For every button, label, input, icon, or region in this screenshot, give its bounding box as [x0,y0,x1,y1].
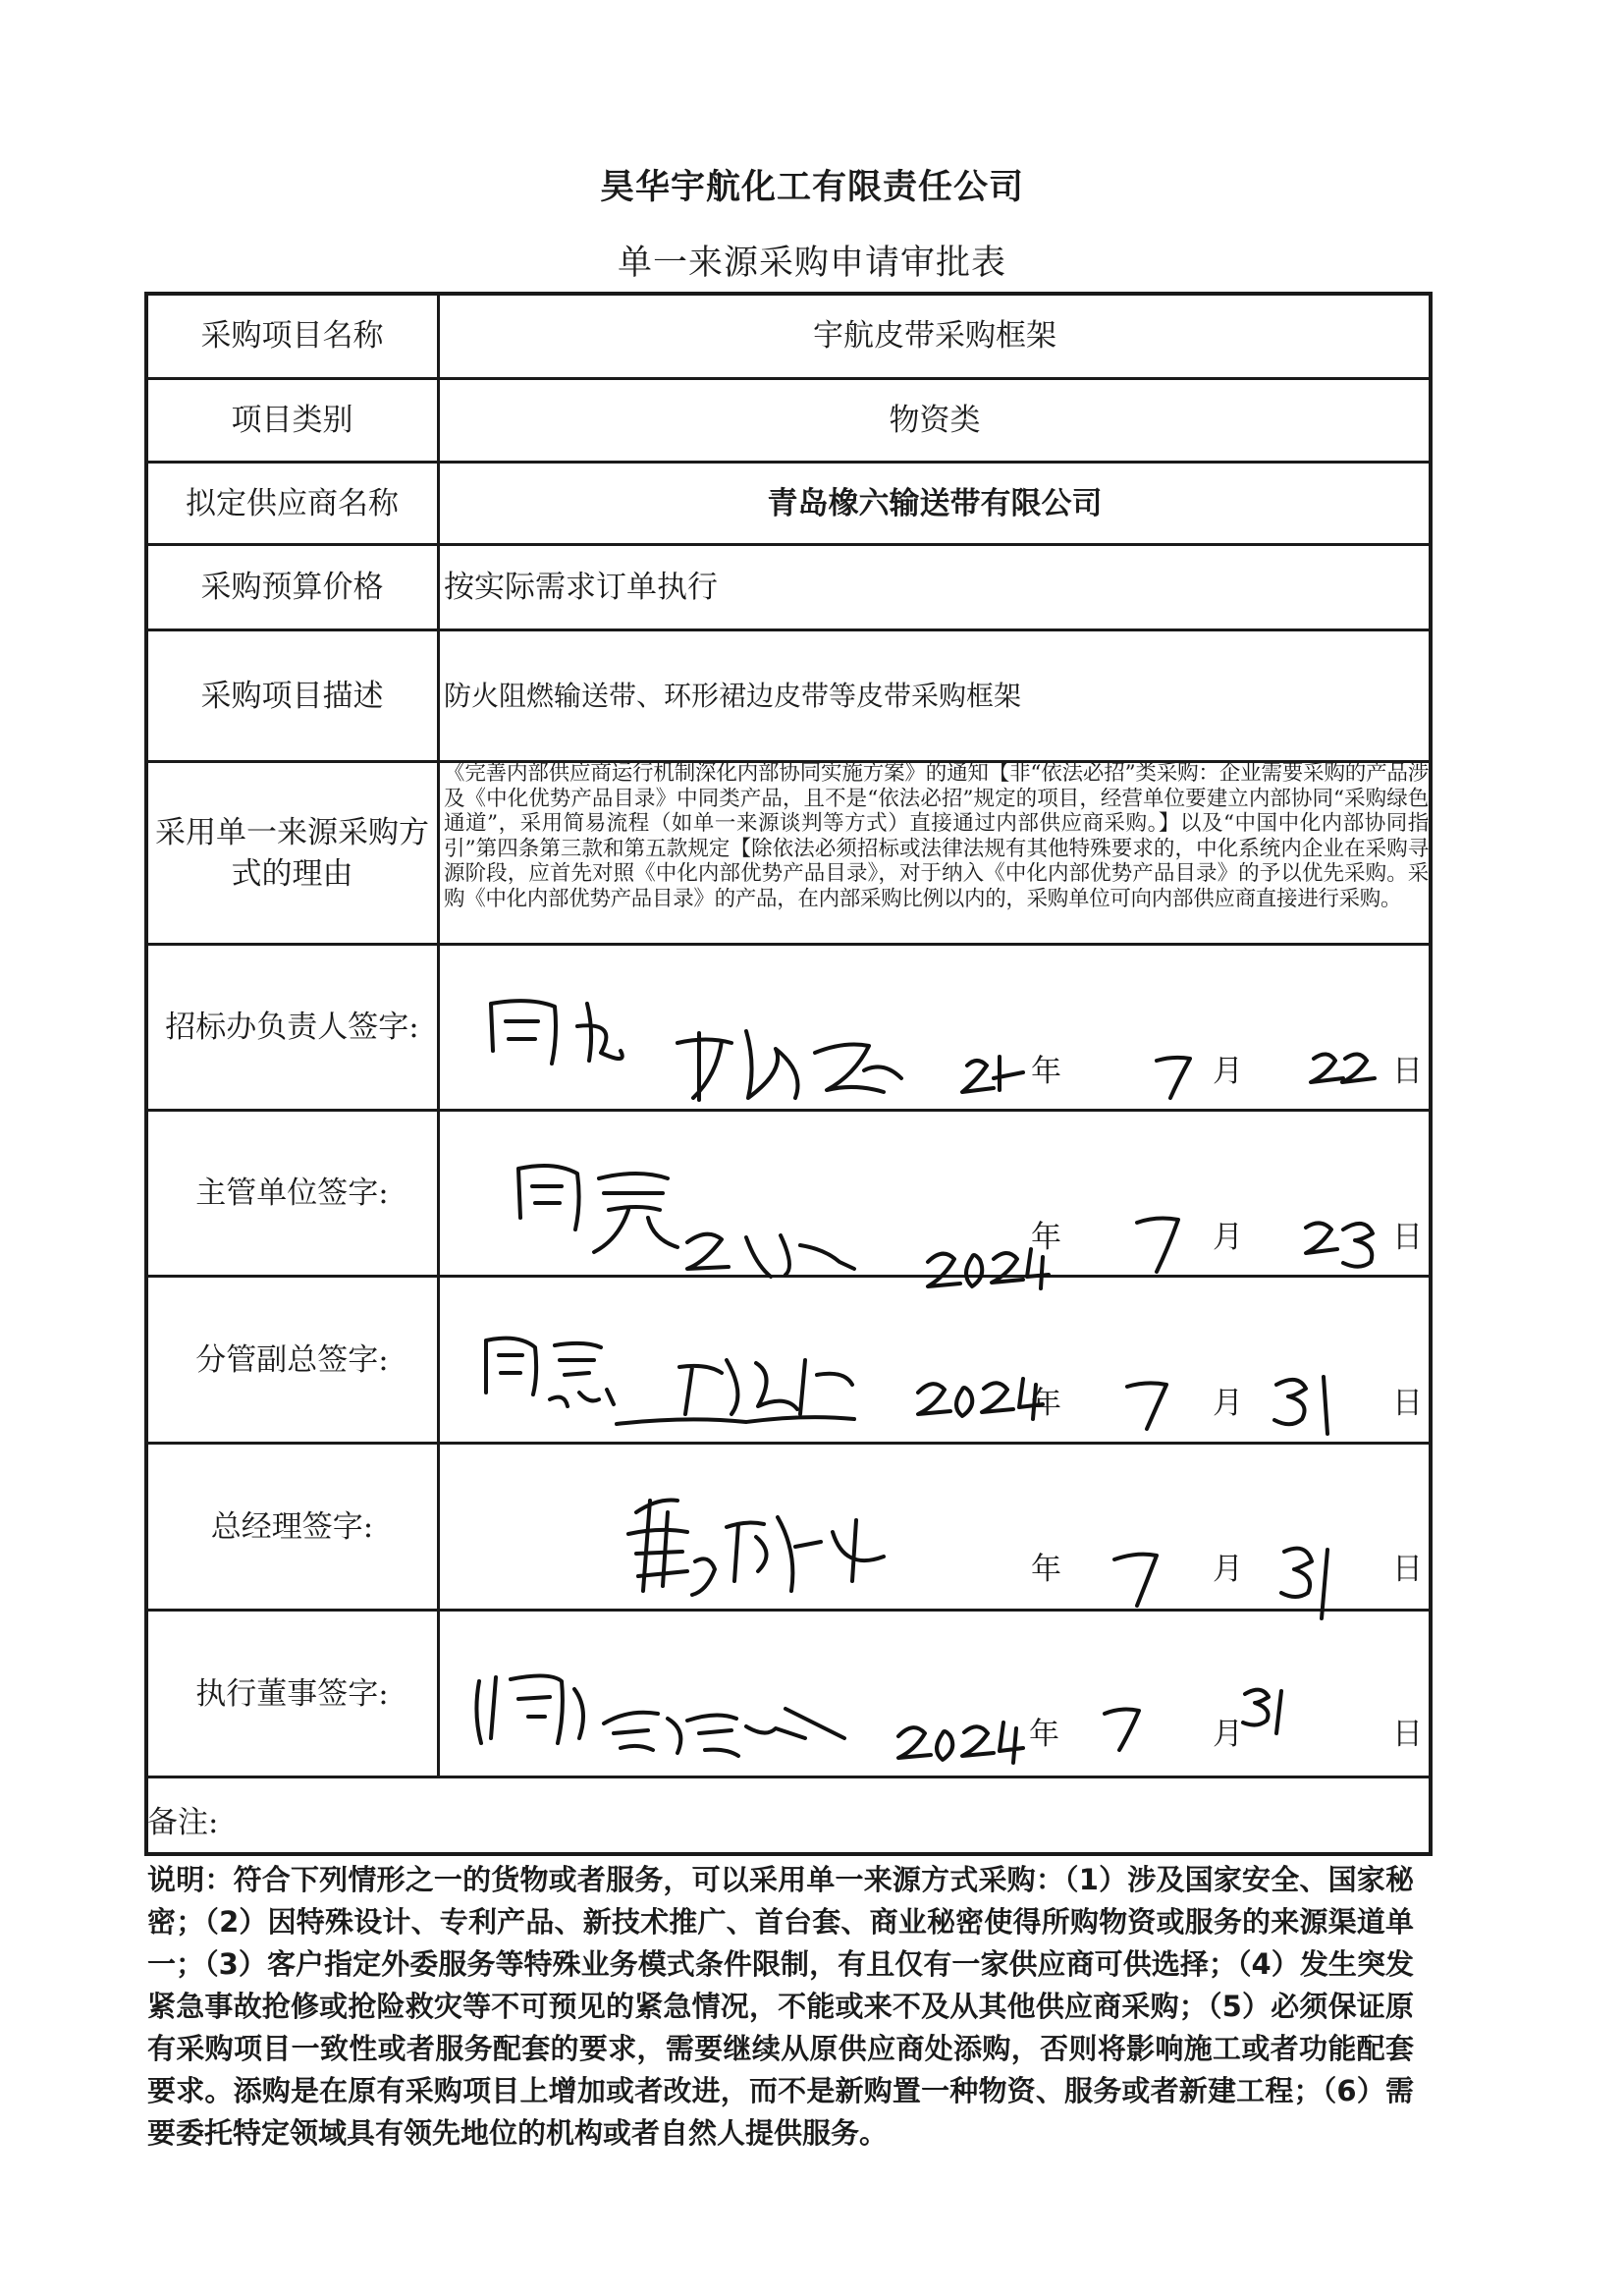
signature-gm [628,1501,1327,1619]
gm-sign-label: 总经理签字: [210,1508,374,1545]
explanation-note: 说明：符合下列情形之一的货物或者服务，可以采用单一来源方式采购：（1）涉及国家安全、国家秘密；（2）因特殊设计、专利产品、新技术推广、首台套、商业秘密使得所购物资或服务的来源渠道单一；（3）客户指定外委服务等特殊业务模式条件限制，有且仅有一家供应商可供选择；（4）发生突发紧急事故抢修或抢险救灾等不可预见的紧急情况，不能或来不及从其他供应商采购；（5）必须保证原有采购项目一致性或者服务配套的要求，需要继续从原供应商处添购，否则将影响施工或者功能配套要求。添购是在原有采购项目上增加或者改进，而不是新购置一种物资、服务或者新建工程；（6）需要委托特定领域具有领先地位的机构或者自然人提供服务。 [147,1863,1414,2150]
supplier-value: 青岛橡六输送带有限公司 [767,485,1103,521]
year-label: 年 [1031,1552,1061,1587]
project-name-value: 宇航皮带采购框架 [813,318,1056,354]
vice-gm-sign-label: 分管副总签字: [195,1341,389,1378]
year-label: 年 [1031,1220,1061,1255]
project-name-label: 采购项目名称 [200,318,384,354]
month-label: 月 [1213,1054,1243,1089]
company-name: 昊华宇航化工有限责任公司 [599,168,1024,207]
executive-director-sign-label: 执行董事签字: [195,1675,389,1712]
signature-executive-director [476,1675,1281,1763]
form-title: 单一来源采购申请审批表 [617,244,1006,283]
signature-vice-gm [486,1339,1327,1434]
year-label: 年 [1029,1717,1059,1752]
reason-value: 《完善内部供应商运行机制深化内部协同实施方案》的通知【非“依法必招”类采购：企业需要采购的产品涉及《中化优势产品目录》中同类产品，且不是“依法必招”规定的项目，经营单位要建立内部协同“采购绿色通道”，采用简易流程（如单一来源谈判等方式）直接通过内部供应商采购。】以及“中国中化内部协同指引”第四条第三款和第五款规定【除依法必须招标或法律法规有其他特殊要求的，中化系统内企业在采购寻源阶段，应首先对照《中化内部优势产品目录》，对于纳入《中化内部优势产品目录》的予以优先采购。采购《中化内部优势产品目录》的产品，在内部采购比例以内的，采购单位可向内部供应商直接进行采购。 [444,761,1429,911]
month-label: 月 [1213,1386,1243,1421]
month-label: 月 [1213,1717,1243,1752]
year-label: 年 [1031,1054,1061,1089]
category-value: 物资类 [889,403,981,438]
signature-supervisor [518,1166,1373,1288]
signature-bid-office [491,1001,1375,1100]
budget-label: 采购预算价格 [200,570,384,605]
supervisor-sign-label: 主管单位签字: [195,1175,389,1211]
budget-value: 按实际需求订单执行 [444,570,718,605]
remarks-label: 备注: [147,1805,219,1840]
category-label: 项目类别 [231,403,353,438]
year-label: 年 [1031,1386,1061,1421]
bid-office-sign-label: 招标办负责人签字: [165,1010,419,1045]
month-label: 月 [1213,1220,1243,1255]
day-label: 日 [1392,1220,1423,1255]
day-label: 日 [1392,1054,1423,1089]
supplier-label: 拟定供应商名称 [186,485,399,521]
month-label: 月 [1213,1552,1243,1587]
reason-label: 采用单一来源采购方式的理由 [155,814,429,892]
day-label: 日 [1392,1552,1423,1587]
day-label: 日 [1392,1386,1423,1421]
description-value: 防火阻燃输送带、环形裙边皮带等皮带采购框架 [444,679,1022,712]
description-label: 采购项目描述 [200,678,384,714]
day-label: 日 [1392,1717,1423,1752]
